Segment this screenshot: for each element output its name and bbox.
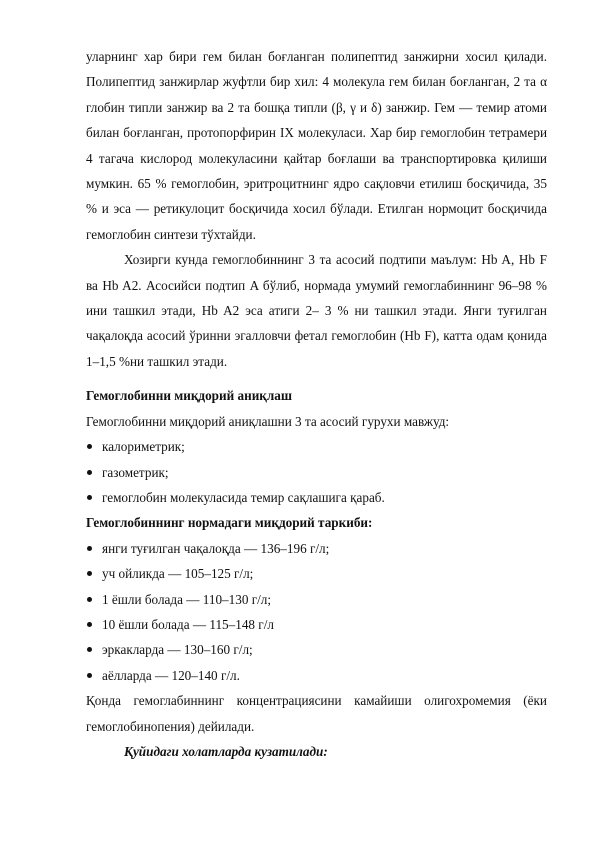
list-item-text: гемоглобин молекуласида темир сақлашига қараб. — [102, 489, 385, 505]
list-item-text: 10 ёшли болада — 115–148 г/л — [102, 616, 274, 632]
list-item — [86, 434, 547, 459]
list-item — [86, 663, 547, 688]
list-item — [86, 460, 547, 485]
subheading-observed-conditions: Қуйидаги холатларда кузатилади: — [124, 743, 328, 759]
paragraph-hemoglobin-structure: уларнинг хар бири гем билан боғланган полипептид занжирни хосил қилади. Полипептид занжирлар жуфтли бир хил: 4 молекула гем билан боғланган, 2 та α глобин типли занжир ва 2 та бошқа типли (β, γ и δ) занжир. Гем — темир атоми билан боғланган, протопорфирин IX молекуласи. Хар бир гемоглобин тетрамери 4 тагача кислород молекуласини қайтар боғлаши ва транспортировка қилиши мумкин. 65 % гемоглобин, эритроцитнинг ядро сақловчи етилиш босқичида, 35 % и эса — ретикулоцит босқичида хосил бўлади. Етилган нормоцит босқичида гемоглобин синтези тўхтайди. — [86, 49, 547, 242]
list-item — [86, 637, 547, 662]
list-item — [86, 561, 547, 586]
bullet-icon — [87, 597, 92, 602]
section-intro: Гемоглобинни миқдорий аниқлашни 3 та асосий гурухи мавжуд: — [86, 413, 450, 429]
document-page — [86, 44, 547, 764]
list-item — [86, 485, 547, 510]
normal-values-list — [86, 536, 547, 688]
paragraph-oligochromemia: Қонда гемоглабиннинг концентрациясини камайиши олигохромемия (ёки гемоглобинопения) дейилади. — [86, 693, 547, 734]
list-item-text: 1 ёшли болада — 110–130 г/л; — [102, 591, 272, 607]
list-item-text: эркакларда — 130–160 г/л; — [102, 642, 253, 658]
bullet-icon — [87, 444, 92, 449]
list-item-text: янги туғилган чақалоқда — 136–196 г/л; — [102, 540, 330, 556]
list-item — [86, 536, 547, 561]
section-heading-normal-values: Гемоглобиннинг нормадаги миқдорий таркиби: — [86, 515, 373, 531]
bullet-icon — [87, 495, 92, 500]
bullet-icon — [87, 546, 92, 551]
method-list — [86, 434, 547, 510]
bullet-icon — [87, 673, 92, 678]
bullet-icon — [87, 470, 92, 475]
bullet-icon — [87, 571, 92, 576]
bullet-icon — [87, 622, 92, 627]
list-item — [86, 612, 547, 637]
list-item-text: аёлларда — 120–140 г/л. — [102, 667, 240, 683]
list-item — [86, 587, 547, 612]
bullet-icon — [87, 647, 92, 652]
list-item-text: газометрик; — [102, 464, 169, 480]
paragraph-hemoglobin-subtypes: Хозирги кунда гемоглобиннинг 3 та асосий подтипи маълум: Hb A, Hb F ва Hb A2. Асосийси подтип A бўлиб, нормада умумий гемоглабиннинг 96–98 % ини ташкил этади, Hb A2 эса атиги 2– 3 % ни ташкил этади. Янги туғилган чақалоқда асосий ўринни эгалловчи фетал гемоглобин (Hb F), катта одам қонида 1–1,5 %ни ташкил этади. — [86, 252, 547, 369]
section-heading-quantitative-determination: Гемоглобинни миқдорий аниқлаш — [86, 388, 293, 404]
list-item-text: уч ойликда — 105–125 г/л; — [102, 566, 254, 582]
list-item-text: калориметрик; — [102, 439, 185, 455]
